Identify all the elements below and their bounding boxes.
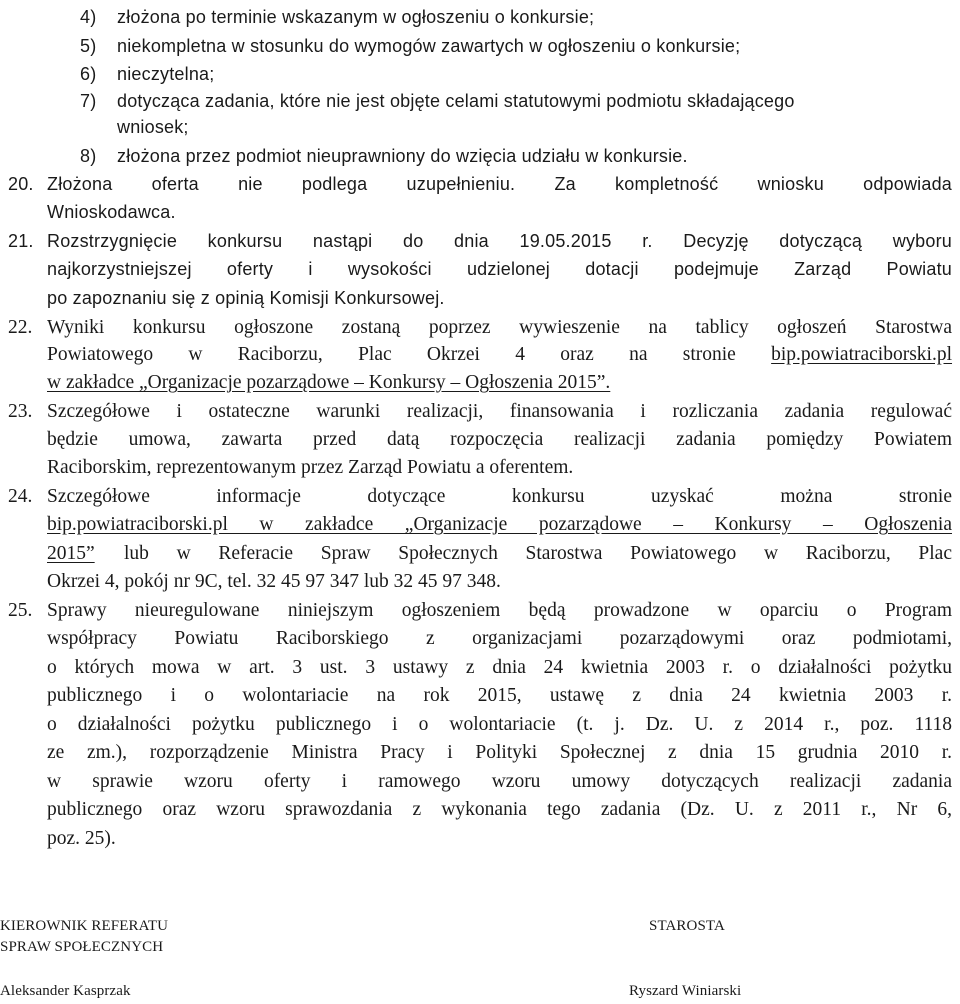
paragraph-line: po zapoznaniu się z opinią Komisji Konkursowej. [47, 288, 445, 308]
list-item-number: 4) [80, 7, 97, 27]
paragraph-line: współpracy Powiatu Raciborskiego z organizacjami pozarządowymi oraz podmiotami, [47, 628, 952, 649]
signature-title: SPRAW SPOŁECZNYCH [0, 939, 164, 955]
signature-title: STAROSTA [649, 918, 725, 934]
section-link[interactable]: bip.powiatraciborski.pl w zakładce „Organizacje pozarządowe – Konkursy – Ogłoszenia [47, 514, 952, 535]
paragraph-line: ze zm.), rozporządzenie Ministra Pracy i Polityki Społecznej z dnia 15 grudnia 2010 r. [47, 742, 952, 763]
paragraph-line: Szczegółowe i ostateczne warunki realizacji, finansowania i rozliczania zadania regulować [47, 401, 952, 422]
paragraph-line: poz. 25). [47, 828, 116, 849]
paragraph-line: publicznego i o wolontariacie na rok 2015, ustawę z dnia 24 kwietnia 2003 r. [47, 685, 952, 706]
list-item-number: 8) [80, 146, 97, 166]
list-item-number: 7) [80, 91, 97, 111]
paragraph-number: 25. [8, 600, 33, 621]
paragraph-line: będzie umowa, zawarta przed datą rozpoczęcia realizacji zadania pomiędzy Powiatem [47, 429, 952, 450]
paragraph-number: 20. [8, 174, 34, 194]
paragraph-line [47, 342, 952, 368]
paragraph-line: Wyniki konkursu ogłoszone zostaną poprzez wywieszenie na tablicy ogłoszeń Starostwa [47, 317, 952, 338]
paragraph-line: o działalności pożytku publicznego i o wolontariacie (t. j. Dz. U. z 2014 r., poz. 1118 [47, 714, 952, 735]
list-item-number: 5) [80, 36, 97, 56]
bip-link[interactable]: bip.powiatraciborski.pl [771, 344, 953, 365]
paragraph-line: Okrzei 4, pokój nr 9C, tel. 32 45 97 347 lub 32 45 97 348. [47, 571, 501, 592]
paragraph-line: Złożona oferta nie podlega uzupełnieniu. Za kompletność wniosku odpowiada [47, 174, 952, 194]
paragraph-line: lub w Referacie Spraw Społecznych Starostwa Powiatowego w Raciborzu, Plac [124, 543, 952, 564]
list-item-text: dotycząca zadania, które nie jest objęte celami statutowymi podmiotu składającego [117, 91, 795, 111]
list-item-text: nieczytelna; [117, 64, 215, 84]
signature-name: Ryszard Winiarski [629, 983, 742, 999]
paragraph-line: Raciborskim, reprezentowanym przez Zarząd Powiatu a oferentem. [47, 457, 574, 478]
paragraph-line: Sprawy nieuregulowane niniejszym ogłoszeniem będą prowadzone w oparciu o Program [47, 600, 952, 621]
paragraph-line: najkorzystniejszej oferty i wysokości udzielonej dotacji podejmuje Zarząd Powiatu [47, 259, 952, 279]
list-item-text: złożona po terminie wskazanym w ogłoszeniu o konkursie; [117, 7, 595, 27]
section-link[interactable]: 2015” [47, 543, 95, 564]
paragraph-number: 22. [8, 317, 33, 338]
paragraph-number: 24. [8, 486, 33, 507]
paragraph-number: 21. [8, 231, 34, 251]
signature-title: KIEROWNIK REFERATU [0, 918, 169, 934]
paragraph-line: publicznego oraz wzoru sprawozdania z wykonania tego zadania (Dz. U. z 2011 r., Nr 6, [47, 799, 952, 820]
paragraph-text: Powiatowego w Raciborzu, Plac Okrzei 4 oraz na stronie [47, 344, 736, 365]
list-item-text: niekompletna w stosunku do wymogów zawartych w ogłoszeniu o konkursie; [117, 36, 741, 56]
paragraph-number: 23. [8, 401, 33, 422]
list-item-text: złożona przez podmiot nieuprawniony do wzięcia udziału w konkursie. [117, 146, 688, 166]
section-link[interactable]: w zakładce „Organizacje pozarządowe – Konkursy – Ogłoszenia 2015”. [47, 372, 611, 393]
paragraph-line: Wnioskodawca. [47, 202, 176, 222]
list-item-continuation: wniosek; [117, 117, 189, 137]
paragraph-line: w sprawie wzoru oferty i ramowego wzoru umowy dotyczących realizacji zadania [47, 771, 952, 792]
paragraph-line: Szczegółowe informacje dotyczące konkursu uzyskać można stronie [47, 486, 952, 507]
paragraph-line: Rozstrzygnięcie konkursu nastąpi do dnia 19.05.2015 r. Decyzję dotyczącą wyboru [47, 231, 952, 251]
signature-name: Aleksander Kasprzak [0, 983, 131, 999]
paragraph-line: o których mowa w art. 3 ust. 3 ustawy z dnia 24 kwietnia 2003 r. o działalności pożytku [47, 657, 952, 678]
list-item-number: 6) [80, 64, 97, 84]
